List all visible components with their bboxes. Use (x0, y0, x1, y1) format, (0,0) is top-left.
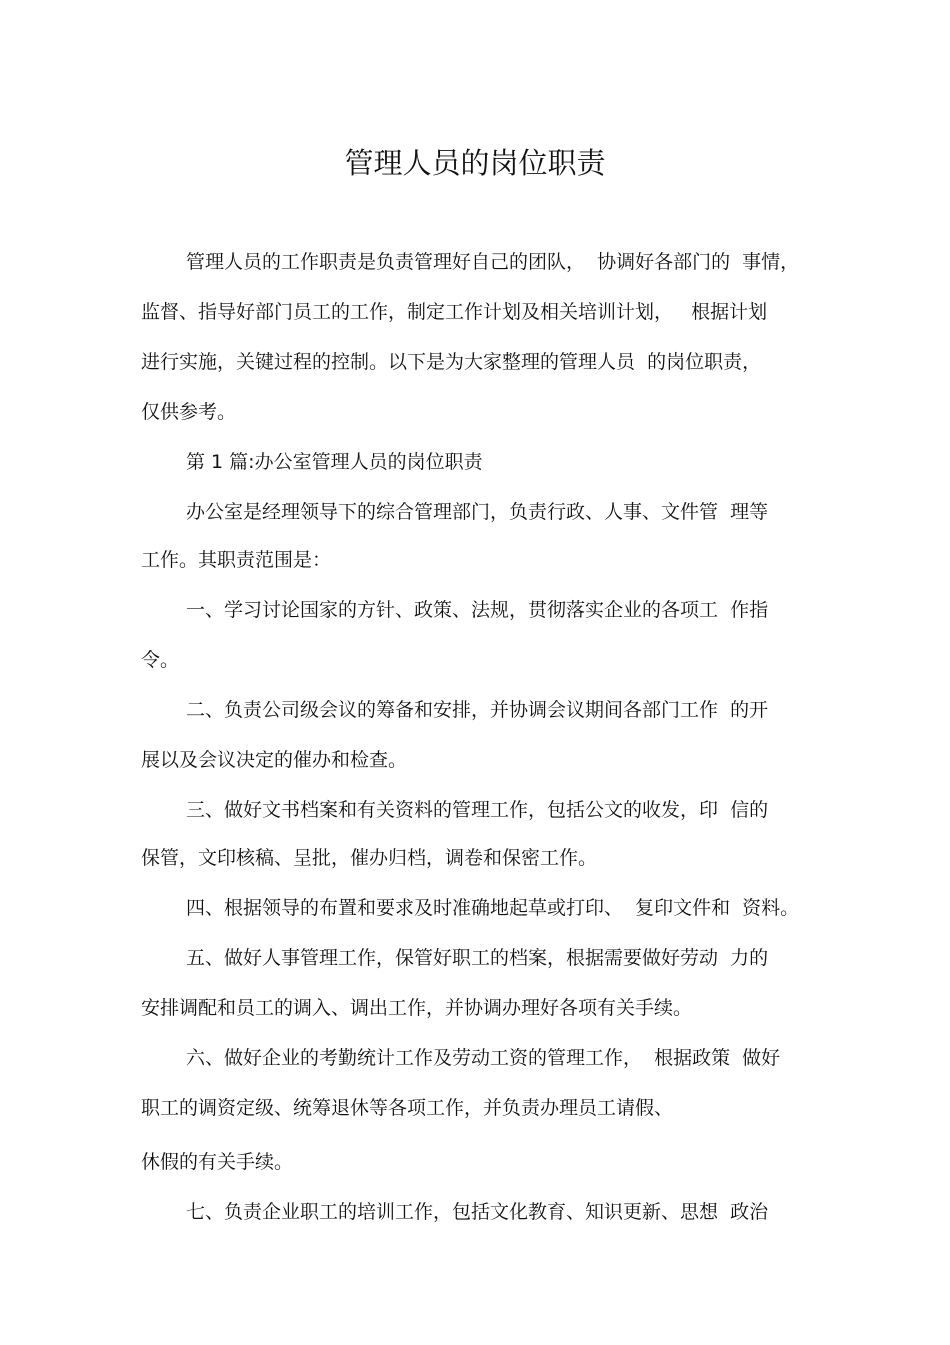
section-heading: 第 1 篇:办公室管理人员的岗位职责 (186, 451, 483, 473)
text-line: 四、根据领导的布置和要求及时准确地起草或打印、 复印文件和 资料。 (186, 897, 800, 919)
text-line: 办公室是经理领导下的综合管理部门，负责行政、人事、文件管 理等 (186, 501, 769, 523)
text-line: 安排调配和员工的调入、调出工作，并协调办理好各项有关手续。 (141, 997, 693, 1019)
document-title: 管理人员的岗位职责 (344, 146, 606, 180)
text-line: 展以及会议决定的催办和检查。 (141, 749, 408, 771)
text-line: 职工的调资定级、统筹退休等各项工作，并负责办理员工请假、 (141, 1097, 674, 1119)
text-line: 一、学习讨论国家的方针、政策、法规，贯彻落实企业的各项工 作指 (186, 599, 769, 621)
text-line: 五、做好人事管理工作，保管好职工的档案，根据需要做好劳动 力的 (186, 947, 769, 969)
text-line: 六、做好企业的考勤统计工作及劳动工资的管理工作， 根据政策 做好 (186, 1047, 781, 1069)
text-line: 监督、指导好部门员工的工作，制定工作计划及相关培训计划， 根据计划 (141, 301, 768, 323)
text-line: 三、做好文书档案和有关资料的管理工作，包括公文的收发，印 信的 (186, 799, 769, 821)
text-line: 令。 (141, 649, 180, 671)
text-line: 二、负责公司级会议的筹备和安排，并协调会议期间各部门工作 的开 (186, 699, 769, 721)
text-line: 仅供参考。 (141, 401, 237, 423)
text-line: 进行实施，关键过程的控制。以下是为大家整理的管理人员 的岗位职责， (141, 351, 762, 373)
text-line: 保管，文印核稿、呈批，催办归档，调卷和保密工作。 (141, 847, 598, 869)
text-line: 休假的有关手续。 (141, 1151, 294, 1173)
text-line: 管理人员的工作职责是负责管理好自己的团队， 协调好各部门的 事情， (186, 251, 800, 273)
text-line: 七、负责企业职工的培训工作，包括文化教育、知识更新、思想 政治 (186, 1201, 769, 1223)
text-line: 工作。其职责范围是： (141, 549, 332, 571)
